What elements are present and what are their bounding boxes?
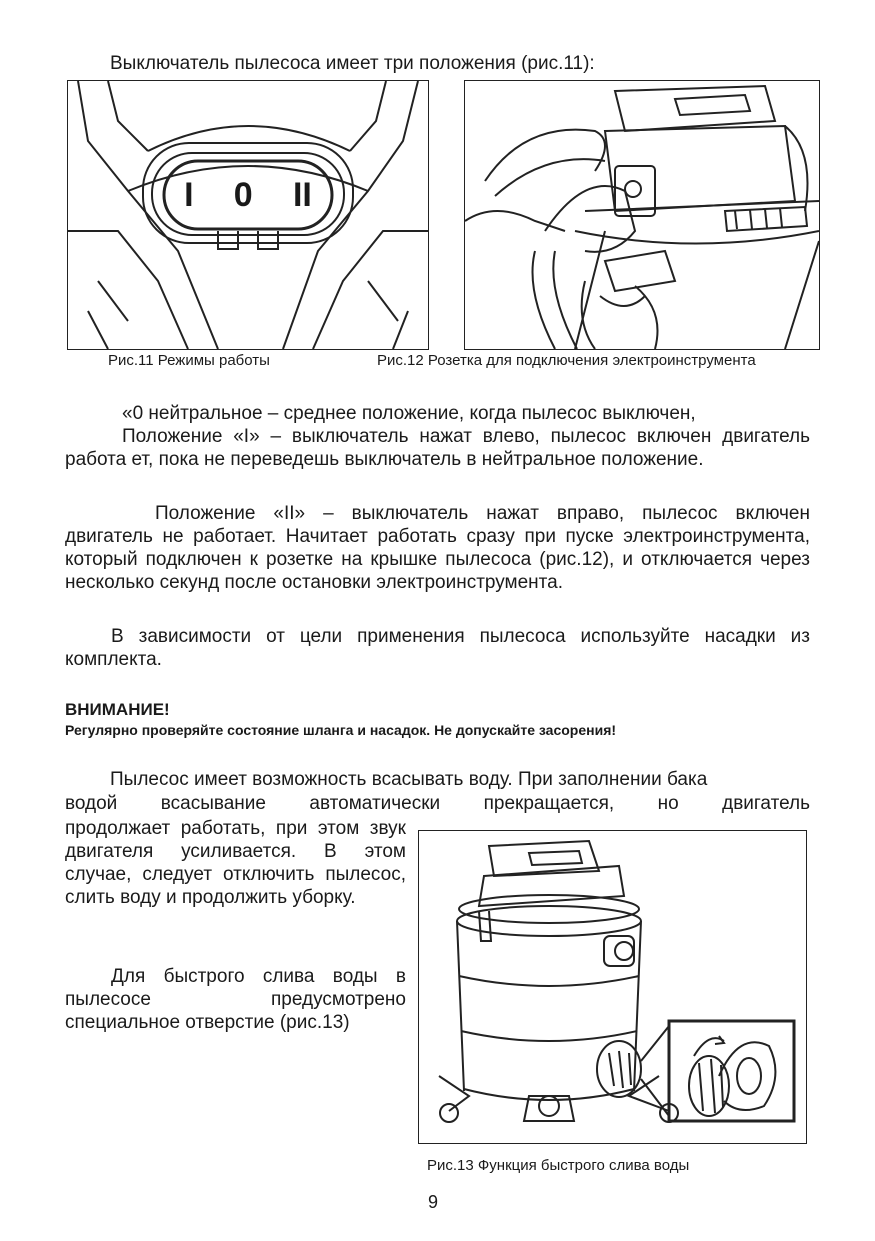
water-line-2: водой всасывание автоматически прекращается, но двигатель bbox=[65, 793, 810, 814]
paragraph-position-one: Положение «I» – выключатель нажат влево, пылесос включен двигатель работа ет, пока не переведешь выключатель в нейтральное положение. bbox=[65, 426, 810, 470]
water-paragraph-rest: продолжает работать, при этом звук двигателя усиливается. В этом случае, следует отключить пылесос, слить воду и продолжить уборку. bbox=[65, 818, 406, 908]
paragraph-attachments: В зависимости от цели применения пылесоса используйте насадки из комплекта. bbox=[65, 626, 810, 670]
fig12-caption: Рис.12 Розетка для подключения электроинструмента bbox=[377, 352, 756, 369]
switch-labels bbox=[164, 161, 332, 229]
paragraph-neutral: «0 нейтральное – среднее положение, когда пылесос выключен, bbox=[122, 403, 696, 424]
vacuum-illustration bbox=[419, 831, 806, 1143]
intro-text: Выключатель пылесоса имеет три положения (рис.11): bbox=[110, 53, 595, 74]
socket-illustration bbox=[465, 81, 819, 349]
page-number: 9 bbox=[428, 1192, 439, 1212]
figure-13-drain bbox=[418, 830, 807, 1144]
warning-title: ВНИМАНИЕ! bbox=[65, 700, 170, 719]
paragraph-position-two: Положение «II» – выключатель нажат вправо, пылесос включен двигатель не работает. Начитает работать сразу при пуске электроинструмента, который подключен к розетке на крышке пылесоса (рис.12), и отключается через несколько секунд после остановки электроинструмента. bbox=[65, 503, 810, 593]
switch-position-one: I bbox=[184, 175, 194, 214]
warning-text: Регулярно проверяйте состояние шланга и насадок. Не допускайте засорения! bbox=[65, 722, 617, 738]
figure-11-switch bbox=[67, 80, 429, 350]
drain-paragraph: Для быстрого слива воды в пылесосе предусмотрено специальное отверстие (рис.13) bbox=[65, 966, 406, 1033]
switch-position-zero: 0 bbox=[233, 175, 253, 214]
fig11-caption: Рис.11 Режимы работы bbox=[108, 352, 270, 369]
switch-position-two: II bbox=[292, 175, 312, 214]
water-line-1: Пылесос имеет возможность всасывать воду. При заполнении бака bbox=[110, 769, 708, 790]
fig13-caption: Рис.13 Функция быстрого слива воды bbox=[427, 1157, 690, 1174]
figure-12-socket bbox=[464, 80, 820, 350]
